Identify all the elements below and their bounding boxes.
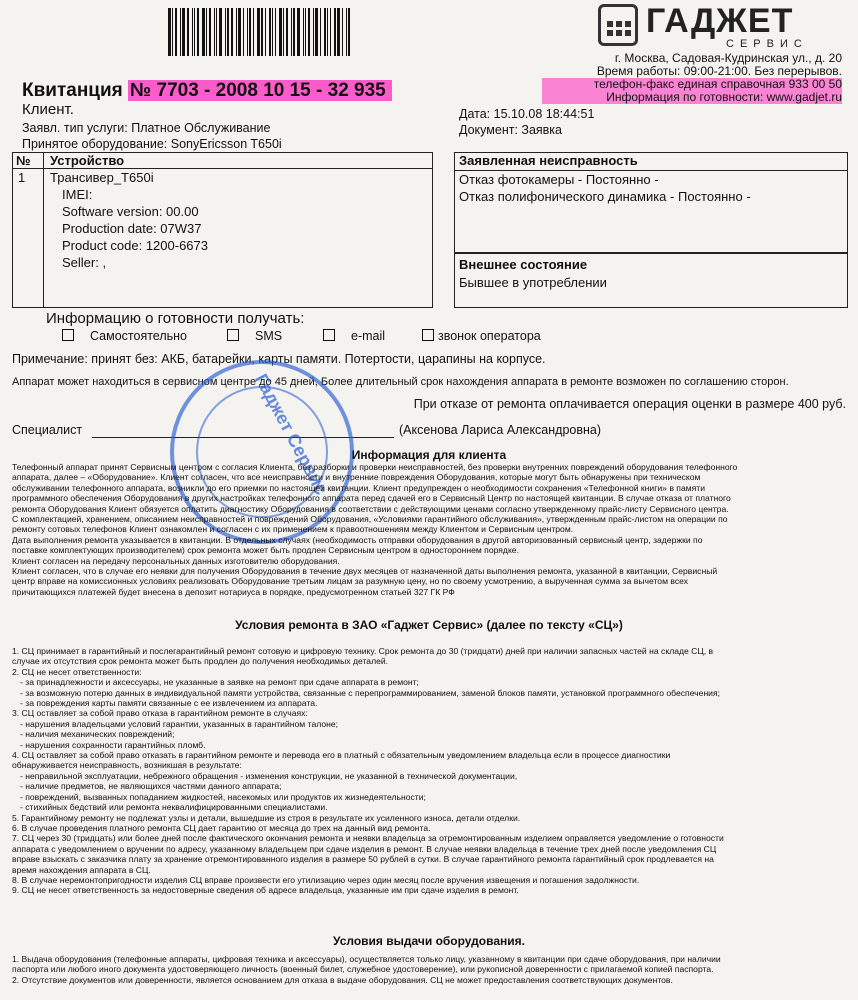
barcode-bar <box>225 8 226 56</box>
receipt-date: Дата: 15.10.08 18:44:51 <box>459 107 595 121</box>
receipt-document: Документ: Заявка <box>459 123 563 137</box>
barcode-bar <box>247 8 248 56</box>
barcode-bar <box>342 8 343 56</box>
text-line: аппарата, далее – «Оборудование». Клиент согласен, что все неисправности и внутренние повреждения Оборудования, которые могут быть обнаружены при техническом <box>12 472 701 483</box>
text-line: паспорта или любого иного документа удостоверяющего личность (военный билет, служебное удостоверение), или рукописной доверенности с прилагаемой копией паспорта. <box>12 964 714 975</box>
notify-option-label: Самостоятельно <box>90 329 188 343</box>
barcode-bar <box>253 8 254 56</box>
notify-option-email[interactable] <box>323 329 385 343</box>
barcode-bar <box>320 8 321 56</box>
checkbox-checked[interactable] <box>422 329 434 341</box>
note: Примечание: принят без: АКБ, батарейки, карты памяти. Потертости, царапины на корпусе. <box>12 352 546 366</box>
receipt-title <box>22 80 392 102</box>
info-paragraph <box>12 462 842 597</box>
barcode-bar <box>194 8 195 56</box>
refuse-terms: При отказе от ремонта оплачивается операция оценки в размере 400 руб. <box>413 397 846 411</box>
text-line: 8. В случае неремонтопригодности изделия СЦ вправе произвести его утилизацию через один месяц после вручения извещения и погашения задолжности. <box>12 874 640 885</box>
text-line: 3. СЦ оставляет за собой право отказа в гарантийном ремонте в случаях: <box>12 708 308 719</box>
condition-title: Внешнее состояние <box>459 257 588 272</box>
receipt-number: № 7703 - 2008 10 15 - 32 935 <box>128 80 392 101</box>
barcode-bar <box>327 8 328 56</box>
text-line: обслуживании телефонного аппарата, возникли до его приемки по настоящей квитанции. Клиент предупрежден о необходимости сохранения «Телефонной книги» в памяти <box>12 482 706 493</box>
receipt-label: Квитанция <box>22 80 123 101</box>
text-line: Клиент согласен, что в случае его неявки для получения Оборудования в течение двух месяцев от назначенной даты выполнения ремонта, указанной в квитанции, Сервисный <box>12 566 718 577</box>
issue-paragraph <box>12 954 842 985</box>
barcode-bar <box>348 8 350 56</box>
text-line: 6. В случае проведения платного ремонта СЦ дает гарантию от месяца до трех на данный вид ремонта. <box>12 822 431 833</box>
device-row-number: 1 <box>18 170 26 185</box>
barcode-bar <box>214 8 215 56</box>
text-line: 2. Отсутствие документов или доверенности, является основанием для отказа в выдаче оборудования. СЦ не может предоставления соответствующих документов. <box>12 974 673 985</box>
barcode-bar <box>286 8 288 56</box>
service-type: Заявл. тип услуги: Платное Обслуживание <box>22 121 271 135</box>
text-line: программного обеспечения Оборудования в других настройках телефонного аппарата перед сдачей его в Сервисный Центр по настоящей квитанции. В случае отказа от платного <box>12 493 731 504</box>
client-label: Клиент. <box>22 101 74 118</box>
conditions-title: Условия ремонта в ЗАО «Гаджет Сервис» (далее по тексту «СЦ») <box>235 618 623 632</box>
condition-value: Бывшее в употреблении <box>459 275 607 290</box>
barcode-bar <box>275 8 276 56</box>
barcode-bar <box>293 8 295 56</box>
text-line: ремонту сотовых телефонов Клиент ознакомлен и согласен с их применением к правоотношениям между Клиентом и Сервисным центром. <box>12 524 574 535</box>
barcode-bar <box>324 8 326 56</box>
barcode-bar <box>297 8 300 56</box>
text-line: - за повреждения карты памяти связанные с ее извлечением из аппарата. <box>20 698 318 709</box>
defect-item: Отказ фотокамеры - Постоянно - <box>459 172 659 187</box>
text-line: - нарушения владельцами условий гарантии, указанных в гарантийном талоне; <box>20 718 339 729</box>
defects-title: Заявленная неисправность <box>459 153 638 168</box>
defect-item: Отказ полифонического динамика - Постоянно - <box>459 189 751 204</box>
text-line: Клиент согласен на передачу персональных данных изготовителю оборудования. <box>12 555 340 566</box>
company-website: Информация по готовности: www.gadjet.ru <box>542 91 842 104</box>
conditions-paragraph <box>12 646 842 896</box>
barcode-bar <box>279 8 282 56</box>
text-line: - за возможную потерю данных в индивидуальной памяти устройства, связанные с перепрограммированием, заменой блоков памяти, установкой программного обеспечения; <box>20 687 721 698</box>
text-line: - за принадлежности и аксессуары, не указанные в заявке на ремонт при сдаче аппарата в ремонт; <box>20 677 419 688</box>
text-line: - наличие предметов, не являющихся частями данного аппарата; <box>20 781 282 792</box>
device-col-number: № <box>16 153 31 168</box>
logo-subtitle: СЕРВИС <box>726 38 808 50</box>
barcode-bar <box>172 8 173 56</box>
notify-option-sms[interactable] <box>227 329 282 343</box>
barcode-bar <box>305 8 306 56</box>
text-line: 2. СЦ не несет ответственности: <box>12 666 142 677</box>
specialist-label: Специалист <box>12 423 83 437</box>
barcode-bar <box>216 8 217 56</box>
accepted-equipment: Принятое оборудование: SonyEricsson T650i <box>22 137 282 151</box>
device-product-code: Product code: 1200-6673 <box>62 238 208 253</box>
text-line: 1. Выдача оборудования (телефонные аппараты, цифровая техника и аксессуары), осуществляется только лицу, указанному в квитанции при сдаче оборудования, при наличии <box>12 954 721 964</box>
checkbox[interactable] <box>323 329 335 341</box>
text-line: ремонта Оборудования Клиент обязуется оплатить диагностику Оборудования в соответствии с действующими ценами согласно утвержденному прайс-листу Сервисного центра. <box>12 503 729 514</box>
barcode-bar <box>303 8 304 56</box>
company-phone: телефон-факс единая справочная 933 00 50 <box>542 78 842 91</box>
barcode-bar <box>180 8 181 56</box>
device-name: Трансивер_T650i <box>50 170 154 185</box>
text-line: 1. СЦ принимает в гарантийный и послегарантийный ремонт сотовую и цифровую технику. Срок ремонта до 30 (тридцати) дней при наличии запасных частей на складе СЦ, в <box>12 646 714 656</box>
device-col-device: Устройство <box>50 153 125 168</box>
text-line: время нахождения аппарата в СЦ. <box>12 864 151 875</box>
barcode-bar <box>249 8 251 56</box>
stamp-text: Гаджет Сервис <box>251 370 332 498</box>
text-line: Дата выполнения ремонта указывается в квитанции. В отдельных случаях (необходимость отправки оборудования в другой авторизованный сервисный центр, задержки по <box>12 534 703 545</box>
device-table-divider <box>43 152 44 308</box>
defects-header-line <box>454 170 848 171</box>
barcode-bar <box>261 8 263 56</box>
notify-option-label: e-mail <box>351 329 386 343</box>
device-table-header-line <box>12 168 433 169</box>
company-hours: Время работы: 09:00-21:00. Без перерывов. <box>596 64 842 78</box>
text-line: - неправильной эксплуатации, небрежного обращения - изменения конструкции, не указанной в технической документации, <box>20 770 518 781</box>
barcode-bar <box>197 8 199 56</box>
info-title: Информация для клиента <box>351 448 507 462</box>
text-line: 9. СЦ не несет ответственность за недостоверные сведения об адресе владельца, указанные им при сдаче изделия в ремонт. <box>12 885 519 896</box>
company-logo <box>598 4 848 48</box>
text-line: центр вправе на комиссионных условиях реализовать Оборудование третьим лицам за разумную цену, но по своему усмотрению, а вырученная сумма за вычетом всех <box>12 576 689 587</box>
barcode-bar <box>227 8 229 56</box>
barcode-bar <box>192 8 193 56</box>
device-seller: Seller: , <box>62 255 107 270</box>
barcode-bar <box>283 8 284 56</box>
barcode-bar <box>269 8 271 56</box>
checkbox[interactable] <box>227 329 239 341</box>
text-line: Телефонный аппарат принят Сервисным центром с согласия Клиента, без разборки и проверки неисправностей, без проверки внутренних повреждений оборудования телефонного <box>12 462 738 472</box>
barcode-bar <box>243 8 244 56</box>
device-software: Software version: 00.00 <box>62 204 199 219</box>
barcode-bar <box>209 8 211 56</box>
barcode-bar <box>238 8 241 56</box>
barcode-bar <box>219 8 222 56</box>
notify-option-call[interactable] <box>422 329 541 343</box>
barcode-bar <box>265 8 266 56</box>
specialist-name: (Аксенова Лариса Александровна) <box>399 423 602 437</box>
text-line: 4. СЦ оставляет за собой право отказать в гарантийном ремонте и перевода его в платный с обязательным уведомлением владельца если в процессе диагностики <box>12 750 671 761</box>
storage-terms: Аппарат может находиться в сервисном центре до 45 дней, Более длительный срок нахождения аппарата в ремонте возможен по соглашению сторон. <box>12 376 789 388</box>
barcode-bar <box>202 8 205 56</box>
text-line: 7. СЦ через 30 (тридцать) или более дней после фактического окончания ремонта и неявки владельца за отремонтированным изделием оправляется уведомление о готовности <box>12 833 724 844</box>
barcode-bar <box>257 8 260 56</box>
text-line: С комплектацией, хранением, описанием неисправностей и повреждений Оборудования, «Условиями гарантийного обслуживания», утвержденным прайс-листом на операции по <box>12 514 728 525</box>
text-line: - повреждений, вызванных попаданием жидкостей, насекомых или продуктов их жизнедеятельности; <box>20 791 426 802</box>
device-production: Production date: 07W37 <box>62 221 202 236</box>
text-line: аппарата с уведомлением о вручении по адресу, указанному владельцем при сдаче изделия в ремонт. В случае неявки владельца в течение трех дней после уведомления СЦ <box>12 843 717 854</box>
issue-title: Условия выдачи оборудования. <box>333 934 525 948</box>
phone-icon <box>598 4 638 46</box>
text-line: вправе взыскать с заказчика плату за хранение отремонтированного изделия в размере 50 рублей в сутки. В случае гарантийного ремонта гарантийный срок продлевается на <box>12 854 714 865</box>
barcode-bar <box>313 8 314 56</box>
barcode-bar <box>231 8 233 56</box>
barcode <box>168 8 373 56</box>
barcode-bar <box>346 8 347 56</box>
barcode-bar <box>308 8 310 56</box>
text-line: причитающихся платежей будет внесена в депозит нотариуса в порядке, предусмотренном статьей 327 ГК РФ <box>12 586 455 597</box>
barcode-bar <box>337 8 340 56</box>
logo-title: ГАДЖЕТ <box>646 2 794 40</box>
notify-option-self[interactable] <box>62 329 187 343</box>
text-line: поставке комплектующих производителем) срок ремонта может быть продлен Сервисным центром в одностороннем порядке. <box>12 545 519 556</box>
device-imei: IMEI: <box>62 187 93 202</box>
barcode-bar <box>206 8 207 56</box>
barcode-bar <box>168 8 171 56</box>
company-address: г. Москва, Садовая-Кудринская ул., д. 20 <box>614 51 842 65</box>
barcode-bar <box>330 8 331 56</box>
text-line: случае их отсутствия срок ремонта может быть продлен до получения необходимых деталей. <box>12 656 389 667</box>
barcode-bar <box>315 8 318 56</box>
text-line: - наличия механических повреждений; <box>20 729 175 740</box>
text-line: - стихийных бедствий или ремонта неквалифицированными специалистами. <box>20 802 328 813</box>
barcode-bar <box>334 8 336 56</box>
text-line: - нарушения сохранности гарантийных пломб. <box>20 739 206 750</box>
barcode-bar <box>187 8 189 56</box>
barcode-bar <box>236 8 237 56</box>
barcode-bar <box>182 8 185 56</box>
barcode-bar <box>291 8 292 56</box>
company-info <box>542 52 842 104</box>
text-line: обнаруживается неисправность, возникшая в результате: <box>12 760 242 771</box>
notify-option-label: SMS <box>255 329 283 343</box>
text-line: 5. Гарантийному ремонту не подлежат узлы и детали, вышедшие из строя в результате их усиленного износа, детали отделки. <box>12 812 521 823</box>
checkbox[interactable] <box>62 329 74 341</box>
barcode-bar <box>272 8 273 56</box>
notify-title: Информацию о готовности получать: <box>46 310 305 327</box>
barcode-bar <box>175 8 177 56</box>
notify-option-label: звонок оператора <box>438 329 541 343</box>
